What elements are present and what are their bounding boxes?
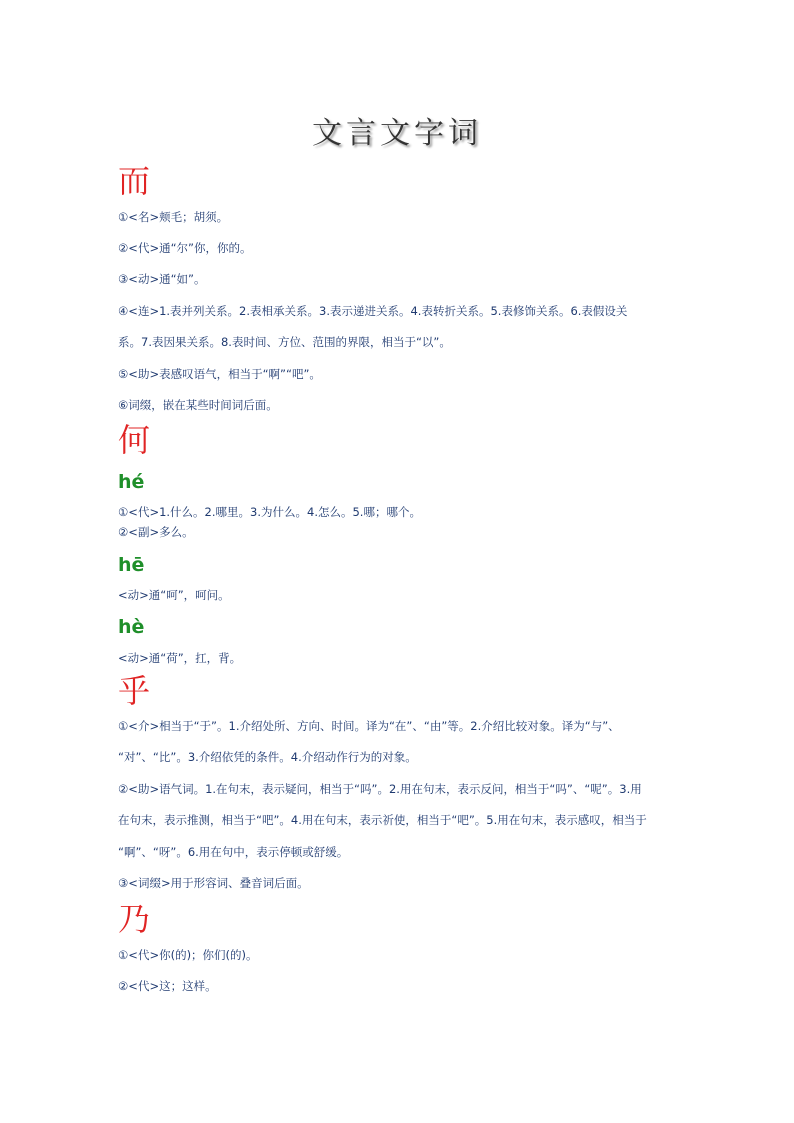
entry-char-hu: 乎 [118, 672, 151, 710]
entry-char-nai: 乃 [118, 900, 151, 938]
definition-line: ①<名>颊毛；胡须。 [118, 210, 229, 224]
definition-line: “啊”、“呀”。6.用在句中，表示停顿或舒缓。 [118, 845, 349, 859]
definition-line: 系。7.表因果关系。8.表时间、方位、范围的界限，相当于“以”。 [118, 335, 451, 349]
definition-line: ①<介>相当于“于”。1.介绍处所、方向、时间。译为“在”、“由”等。2.介绍比较对象。译为“与”、 [118, 719, 620, 733]
definition-line: <动>通“呵”，呵问。 [118, 588, 230, 602]
definition-line: ②<助>语气词。1.在句末，表示疑问，相当于“吗”。2.用在句末，表示反问，相当于“吗”、“呢”。3.用 [118, 782, 642, 796]
definition-line: ④<连>1.表并列关系。2.表相承关系。3.表示递进关系。4.表转折关系。5.表修饰关系。6.表假设关 [118, 304, 628, 318]
definition-line: ②<副>多么。 [118, 525, 194, 539]
definition-line: ③<词缀>用于形容词、叠音词后面。 [118, 876, 309, 890]
definition-line: ①<代>你(的)；你们(的)。 [118, 948, 258, 962]
definition-line: ②<代>这；这样。 [118, 979, 217, 993]
definition-line: ③<动>通“如”。 [118, 272, 206, 286]
definition-line: ②<代>通“尔”你，你的。 [118, 241, 252, 255]
definition-line: <动>通“荷”，扛，背。 [118, 651, 242, 665]
definition-line: ⑤<助>表感叹语气，相当于“啊”“吧”。 [118, 367, 321, 381]
page-title: 文言文字词 [312, 116, 482, 151]
definition-line: ①<代>1.什么。2.哪里。3.为什么。4.怎么。5.哪；哪个。 [118, 505, 421, 519]
entry-char-er: 而 [118, 162, 151, 200]
pinyin-he4: hè [118, 616, 145, 638]
definition-line: ⑥词缀，嵌在某些时间词后面。 [118, 398, 278, 412]
definition-line: “对”、“比”。3.介绍依凭的条件。4.介绍动作行为的对象。 [118, 750, 417, 764]
pinyin-he1: hē [118, 554, 145, 576]
entry-char-he: 何 [118, 421, 151, 459]
pinyin-he2: hé [118, 471, 145, 493]
definition-line: 在句末，表示推测，相当于“吧”。4.用在句末，表示祈使，相当于“吧”。5.用在句末，表示感叹，相当于 [118, 813, 647, 827]
